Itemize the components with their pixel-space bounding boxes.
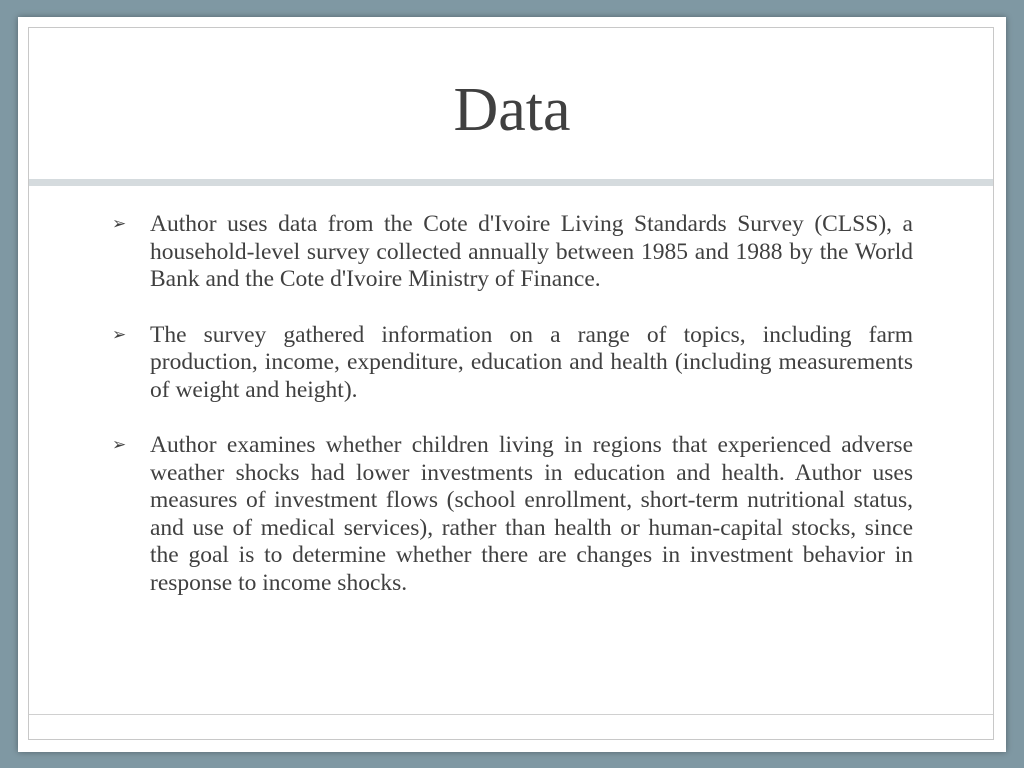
footer-divider [29, 714, 993, 715]
slide-title: Data [453, 76, 571, 144]
slide [18, 17, 1006, 752]
bullet-item [112, 432, 913, 597]
title-divider [29, 179, 993, 186]
bullet-text: Author uses data from the Cote d'Ivoire Living Standards Survey (CLSS), a household-level survey collected annually between 1985 and 1988 by the World Bank and the Cote d'Ivoire Ministry of Finance. [150, 211, 913, 292]
bullet-item [112, 321, 913, 405]
bullet-text: Author examines whether children living in regions that experienced adverse weather shocks had lower investments in education and health. Author uses measures of investment flows (school enrollment, short-term nutritional status, and use of medical services), rather than health or human-capital stocks, since the goal is to determine whether there are changes in investment behavior in response to income shocks. [150, 432, 913, 596]
arrow-bullet-icon: ➢ [112, 435, 127, 455]
bullet-list [112, 211, 913, 625]
bullet-item [112, 211, 913, 294]
bullet-text: The survey gathered information on a range of topics, including farm production, income, expenditure, education and health (including measurements of weight and height). [150, 321, 913, 403]
arrow-bullet-icon: ➢ [112, 324, 127, 345]
arrow-bullet-icon: ➢ [112, 214, 127, 234]
